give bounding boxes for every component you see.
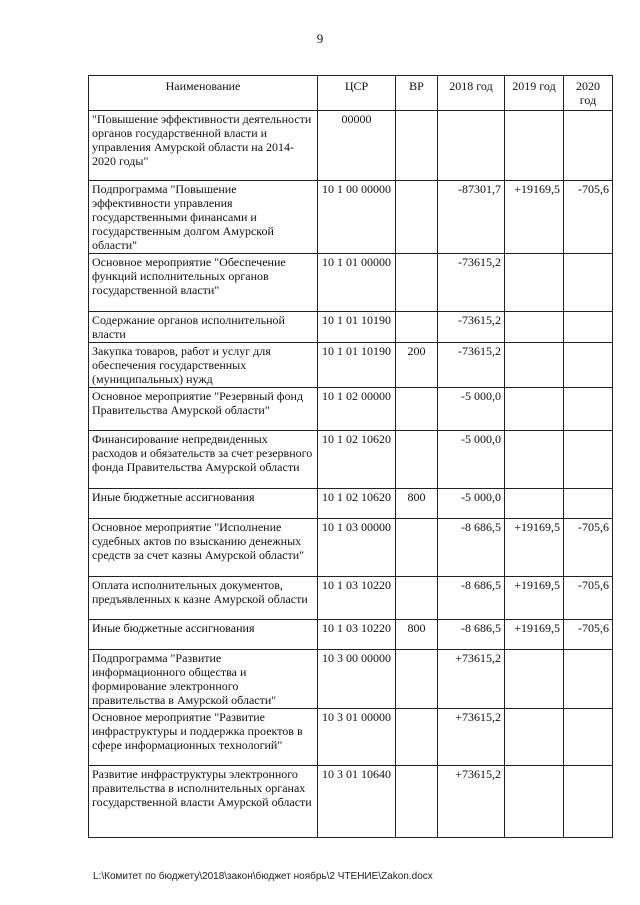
table-row: [89, 431, 613, 489]
table-row: [89, 312, 613, 343]
name-cell: Подпрограмма "Повышение эффективности управления государственными финансами и государственным долгом Амурской области": [89, 181, 318, 254]
value-2020-cell: [564, 388, 613, 431]
name-cell: Основное мероприятие "Обеспечение функций исполнительных органов государственной власти": [89, 254, 318, 312]
value-2020-cell: [564, 709, 613, 766]
csr-cell: 10 1 03 10220: [318, 577, 396, 620]
value-2019-cell: +19169,5: [505, 577, 564, 620]
vr-cell: [396, 577, 438, 620]
value-2020-cell: [564, 489, 613, 519]
table-row: [89, 111, 613, 181]
name-cell: "Повышение эффективности деятельности органов государственной власти и управления Амурской области на 2014-2020 годы": [89, 111, 318, 181]
table-row: [89, 620, 613, 650]
csr-cell: 10 1 02 00000: [318, 388, 396, 431]
value-2020-cell: -705,6: [564, 577, 613, 620]
value-2018-cell: -5 000,0: [438, 431, 505, 489]
header-2019: 2019 год: [505, 76, 564, 111]
vr-cell: [396, 519, 438, 577]
header-2020: 2020 год: [564, 76, 613, 111]
value-2020-cell: -705,6: [564, 181, 613, 254]
header-2018: 2018 год: [438, 76, 505, 111]
value-2018-cell: -73615,2: [438, 312, 505, 343]
value-2018-cell: -5 000,0: [438, 388, 505, 431]
vr-cell: [396, 431, 438, 489]
value-2018-cell: +73615,2: [438, 766, 505, 838]
value-2019-cell: [505, 254, 564, 312]
table-body: [89, 111, 613, 838]
table-row: [89, 766, 613, 838]
value-2018-cell: -87301,7: [438, 181, 505, 254]
value-2020-cell: [564, 650, 613, 709]
value-2019-cell: [505, 431, 564, 489]
name-cell: Развитие инфраструктуры электронного правительства в исполнительных органах государственной власти Амурской области: [89, 766, 318, 838]
name-cell: Оплата исполнительных документов, предъявленных к казне Амурской области: [89, 577, 318, 620]
vr-cell: [396, 312, 438, 343]
name-cell: Основное мероприятие "Исполнение судебных актов по взысканию денежных средств за счет казны Амурской области": [89, 519, 318, 577]
table-header-row: [89, 76, 613, 111]
value-2020-cell: [564, 343, 613, 388]
value-2020-cell: [564, 431, 613, 489]
table-row: [89, 709, 613, 766]
value-2018-cell: -8 686,5: [438, 577, 505, 620]
header-csr: ЦСР: [318, 76, 396, 111]
csr-cell: 10 1 01 10190: [318, 343, 396, 388]
header-name: Наименование: [89, 76, 318, 111]
value-2018-cell: -8 686,5: [438, 519, 505, 577]
value-2020-cell: [564, 111, 613, 181]
value-2018-cell: +73615,2: [438, 650, 505, 709]
csr-cell: 10 1 03 10220: [318, 620, 396, 650]
name-cell: Содержание органов исполнительной власти: [89, 312, 318, 343]
value-2018-cell: +73615,2: [438, 709, 505, 766]
csr-cell: 10 1 03 00000: [318, 519, 396, 577]
value-2019-cell: [505, 650, 564, 709]
table-row: [89, 254, 613, 312]
name-cell: Основное мероприятие "Развитие инфраструктуры и поддержка проектов в сфере информационных технологий": [89, 709, 318, 766]
table-row: [89, 489, 613, 519]
csr-cell: 10 1 01 10190: [318, 312, 396, 343]
vr-cell: [396, 111, 438, 181]
value-2020-cell: -705,6: [564, 620, 613, 650]
value-2019-cell: [505, 489, 564, 519]
vr-cell: [396, 254, 438, 312]
table-row: [89, 650, 613, 709]
vr-cell: [396, 709, 438, 766]
value-2020-cell: [564, 254, 613, 312]
table-row: [89, 343, 613, 388]
csr-cell: 10 3 01 10640: [318, 766, 396, 838]
value-2018-cell: -73615,2: [438, 254, 505, 312]
value-2019-cell: +19169,5: [505, 181, 564, 254]
vr-cell: 200: [396, 343, 438, 388]
csr-cell: 10 1 02 10620: [318, 489, 396, 519]
name-cell: Подпрограмма "Развитие информационного общества и формирование электронного правительства в Амурской области": [89, 650, 318, 709]
csr-cell: 00000: [318, 111, 396, 181]
name-cell: Иные бюджетные ассигнования: [89, 620, 318, 650]
table-row: [89, 577, 613, 620]
value-2019-cell: [505, 111, 564, 181]
name-cell: Иные бюджетные ассигнования: [89, 489, 318, 519]
vr-cell: [396, 388, 438, 431]
value-2020-cell: -705,6: [564, 519, 613, 577]
csr-cell: 10 3 00 00000: [318, 650, 396, 709]
table-row: [89, 181, 613, 254]
value-2019-cell: [505, 766, 564, 838]
vr-cell: 800: [396, 489, 438, 519]
value-2019-cell: [505, 312, 564, 343]
vr-cell: 800: [396, 620, 438, 650]
value-2018-cell: [438, 111, 505, 181]
vr-cell: [396, 181, 438, 254]
csr-cell: 10 1 02 10620: [318, 431, 396, 489]
value-2019-cell: +19169,5: [505, 519, 564, 577]
file-path-footer: L:\Комитет по бюджету\2018\закон\бюджет ноябрь\2 ЧТЕНИЕ\Zakon.docx: [93, 871, 433, 882]
value-2018-cell: -73615,2: [438, 343, 505, 388]
value-2019-cell: [505, 709, 564, 766]
name-cell: Закупка товаров, работ и услуг для обеспечения государственных (муниципальных) нужд: [89, 343, 318, 388]
vr-cell: [396, 650, 438, 709]
value-2019-cell: [505, 343, 564, 388]
table-row: [89, 388, 613, 431]
value-2020-cell: [564, 312, 613, 343]
value-2020-cell: [564, 766, 613, 838]
csr-cell: 10 1 01 00000: [318, 254, 396, 312]
name-cell: Основное мероприятие "Резервный фонд Правительства Амурской области": [89, 388, 318, 431]
vr-cell: [396, 766, 438, 838]
name-cell: Финансирование непредвиденных расходов и обязательств за счет резервного фонда Правительства Амурской области: [89, 431, 318, 489]
csr-cell: 10 1 00 00000: [318, 181, 396, 254]
value-2018-cell: -5 000,0: [438, 489, 505, 519]
value-2019-cell: [505, 388, 564, 431]
csr-cell: 10 3 01 00000: [318, 709, 396, 766]
table-row: [89, 519, 613, 577]
header-vr: ВР: [396, 76, 438, 111]
value-2018-cell: -8 686,5: [438, 620, 505, 650]
value-2019-cell: +19169,5: [505, 620, 564, 650]
budget-table: [88, 75, 613, 838]
page-number: 9: [316, 31, 324, 46]
